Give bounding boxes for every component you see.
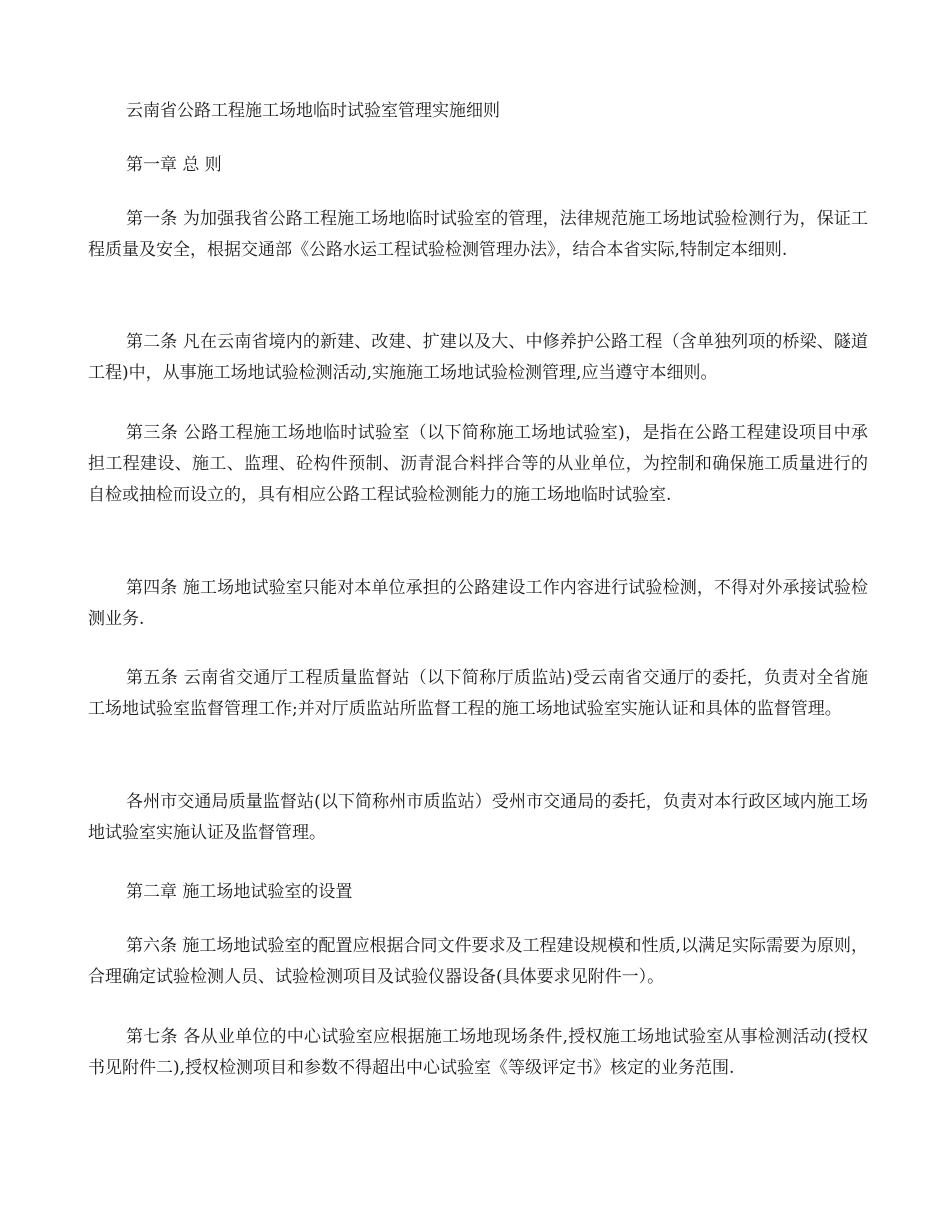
document-title: 云南省公路工程施工场地临时试验室管理实施细则 xyxy=(126,101,500,121)
chapter-1-heading: 第一章 总 则 xyxy=(126,155,222,175)
article-6: 第六条 施工场地试验室的配置应根据合同文件要求及工程建设规模和性质,以满足实际需要为原则，合理确定试验检测人员、试验检测项目及试验仪器设备(具体要求见附件一）。 xyxy=(88,936,868,987)
article-5: 第五条 云南省交通厅工程质量监督站（以下简称厅质监站)受云南省交通厅的委托，负责对全省施工场地试验室监督管理工作;并对厅质监站所监督工程的施工场地试验室实施认证和具体的监督管理。 xyxy=(88,668,868,719)
chapter-2-heading: 第二章 施工场地试验室的设置 xyxy=(126,882,353,902)
article-5-paragraph-2: 各州市交通局质量监督站(以下简称州市质监站）受州市交通局的委托，负责对本行政区域内施工场地试验室实施认证及监督管理。 xyxy=(88,792,868,843)
article-2: 第二条 凡在云南省境内的新建、改建、扩建以及大、中修养护公路工程（含单独列项的桥梁、隧道工程)中，从事施工场地试验检测活动,实施施工场地试验检测管理,应当遵守本细则。 xyxy=(88,332,868,383)
article-7: 第七条 各从业单位的中心试验室应根据施工场地现场条件,授权施工场地试验室从事检测活动(授权书见附件二),授权检测项目和参数不得超出中心试验室《等级评定书》核定的业务范围. xyxy=(88,1027,868,1078)
article-1: 第一条 为加强我省公路工程施工场地临时试验室的管理，法律规范施工场地试验检测行为，保证工程质量及安全，根据交通部《公路水运工程试验检测管理办法》，结合本省实际,特制定本细则. xyxy=(88,209,868,260)
article-3: 第三条 公路工程施工场地临时试验室（以下简称施工场地试验室)，是指在公路工程建设项目中承担工程建设、施工、监理、砼构件预制、沥青混合料拌合等的从业单位，为控制和确保施工质量进行的自检或抽检而设立的，具有相应公路工程试验检测能力的施工场地临时试验室. xyxy=(88,423,868,505)
article-4: 第四条 施工场地试验室只能对本单位承担的公路建设工作内容进行试验检测，不得对外承接试验检测业务. xyxy=(88,578,868,629)
